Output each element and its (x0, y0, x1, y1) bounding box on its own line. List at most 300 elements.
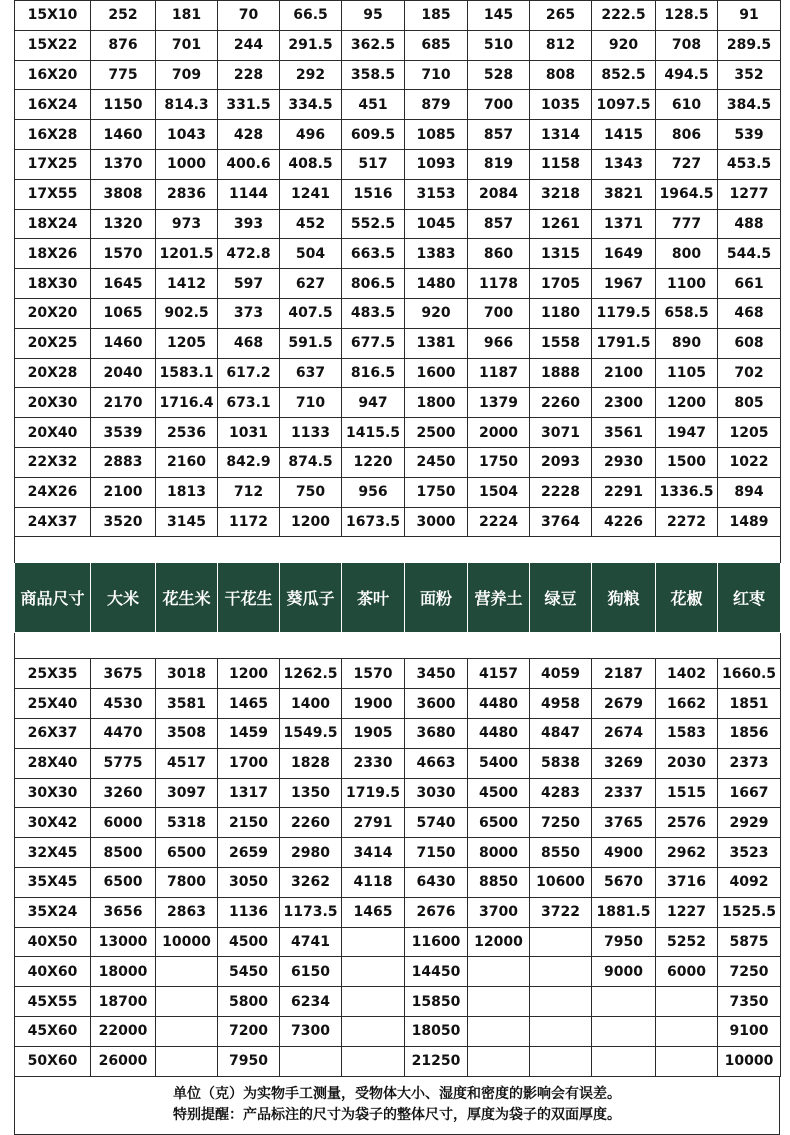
weight-cell: 5838 (530, 748, 592, 778)
weight-cell: 3260 (91, 778, 156, 808)
weight-cell (342, 927, 405, 957)
weight-cell: 222.5 (592, 1, 656, 31)
weight-cell: 702 (718, 358, 781, 388)
table-row (15, 897, 781, 927)
weight-cell: 2576 (656, 808, 718, 838)
weight-cell: 685 (405, 30, 468, 60)
weight-cell: 4900 (592, 838, 656, 868)
weight-cell: 1000 (156, 149, 218, 179)
weight-cell: 857 (468, 120, 530, 150)
bag-weight-chart (14, 0, 780, 1135)
table-row (15, 507, 781, 537)
table-row (15, 269, 781, 299)
weight-cell: 18700 (91, 987, 156, 1017)
weight-cell: 1371 (592, 209, 656, 239)
weight-cell: 3716 (656, 867, 718, 897)
weight-cell: 7200 (218, 1016, 280, 1046)
weight-cell: 597 (218, 269, 280, 299)
weight-cell: 2170 (91, 388, 156, 418)
weight-cell: 504 (280, 239, 342, 269)
weight-cell: 750 (280, 477, 342, 507)
weight-cell: 2863 (156, 897, 218, 927)
weight-cell: 920 (592, 30, 656, 60)
weight-cell (280, 1046, 342, 1076)
weight-cell: 7350 (718, 987, 781, 1017)
weight-cell: 1343 (592, 149, 656, 179)
weight-cell: 6500 (156, 838, 218, 868)
weight-cell: 1201.5 (156, 239, 218, 269)
header-product: 大米 (91, 563, 156, 633)
weight-cell: 1460 (91, 120, 156, 150)
size-cell: 35X45 (15, 867, 91, 897)
weight-cell: 3050 (218, 867, 280, 897)
weight-cell: 701 (156, 30, 218, 60)
weight-cell: 1022 (718, 447, 781, 477)
weight-cell: 1277 (718, 179, 781, 209)
weight-cell: 1645 (91, 269, 156, 299)
weight-cell: 1136 (218, 897, 280, 927)
weight-cell: 806 (656, 120, 718, 150)
table-row (15, 778, 781, 808)
weight-cell: 1379 (468, 388, 530, 418)
weight-cell: 4500 (218, 927, 280, 957)
weight-cell: 1093 (405, 149, 468, 179)
weight-cell: 1791.5 (592, 328, 656, 358)
weight-cell: 1549.5 (280, 718, 342, 748)
weight-cell (468, 1046, 530, 1076)
weight-cell: 428 (218, 120, 280, 150)
weight-cell: 1178 (468, 269, 530, 299)
header-section (15, 537, 781, 659)
footer-line-unit: 单位（克）为实物手工测量，受物体大小、湿度和密度的影响会有误差。 (173, 1085, 621, 1102)
weight-cell: 1241 (280, 179, 342, 209)
weight-cell: 8000 (468, 838, 530, 868)
weight-cell: 21250 (405, 1046, 468, 1076)
weight-cell: 2330 (342, 748, 405, 778)
weight-cell: 1144 (218, 179, 280, 209)
weight-cell: 1381 (405, 328, 468, 358)
weight-cell: 18000 (91, 957, 156, 987)
weight-cell: 3071 (530, 418, 592, 448)
header-product: 红枣 (718, 563, 781, 633)
weight-cell: 488 (718, 209, 781, 239)
weight-cell: 2962 (656, 838, 718, 868)
weight-cell (530, 957, 592, 987)
size-cell: 20X25 (15, 328, 91, 358)
weight-cell: 1570 (342, 659, 405, 689)
weight-cell (468, 1016, 530, 1046)
weight-cell: 1851 (718, 689, 781, 719)
weight-cell: 874.5 (280, 447, 342, 477)
size-cell: 15X22 (15, 30, 91, 60)
weight-cell: 3000 (405, 507, 468, 537)
weight-cell (156, 987, 218, 1017)
table-row (15, 298, 781, 328)
weight-cell: 1460 (91, 328, 156, 358)
weight-cell: 1489 (718, 507, 781, 537)
weight-cell: 1649 (592, 239, 656, 269)
weight-cell: 677.5 (342, 328, 405, 358)
weight-cell: 2291 (592, 477, 656, 507)
weight-cell: 710 (280, 388, 342, 418)
weight-cell: 2084 (468, 179, 530, 209)
weight-cell: 1705 (530, 269, 592, 299)
weight-cell: 3700 (468, 897, 530, 927)
table-row (15, 838, 781, 868)
table-row (15, 418, 781, 448)
weight-cell: 451 (342, 90, 405, 120)
weight-cell: 3821 (592, 179, 656, 209)
weight-cell: 700 (468, 298, 530, 328)
footer-line-reminder: 特别提醒：产品标注的尺寸为袋子的整体尺寸，厚度为袋子的双面厚度。 (173, 1106, 621, 1123)
weight-cell: 7950 (592, 927, 656, 957)
size-cell: 18X26 (15, 239, 91, 269)
weight-cell: 91 (718, 1, 781, 31)
weight-cell: 1402 (656, 659, 718, 689)
weight-cell: 842.9 (218, 447, 280, 477)
weight-cell: 2679 (592, 689, 656, 719)
weight-cell: 1412 (156, 269, 218, 299)
size-cell: 16X28 (15, 120, 91, 150)
header-product: 葵瓜子 (280, 563, 342, 633)
weight-cell: 894 (718, 477, 781, 507)
weight-cell: 228 (218, 60, 280, 90)
weight-cell: 608 (718, 328, 781, 358)
weight-cell: 1205 (156, 328, 218, 358)
weight-cell: 2260 (280, 808, 342, 838)
weight-cell: 70 (218, 1, 280, 31)
weight-cell: 609.5 (342, 120, 405, 150)
weight-cell: 4741 (280, 927, 342, 957)
size-cell: 45X60 (15, 1016, 91, 1046)
weight-cell: 1350 (280, 778, 342, 808)
weight-cell: 494.5 (656, 60, 718, 90)
weight-cell: 1750 (405, 477, 468, 507)
weight-cell: 5450 (218, 957, 280, 987)
weight-cell (342, 1046, 405, 1076)
weight-cell: 890 (656, 328, 718, 358)
weight-cell: 331.5 (218, 90, 280, 120)
weight-cell: 2659 (218, 838, 280, 868)
weight-cell: 3520 (91, 507, 156, 537)
weight-cell: 10000 (156, 927, 218, 957)
weight-cell: 2883 (91, 447, 156, 477)
weight-cell: 528 (468, 60, 530, 90)
weight-cell: 244 (218, 30, 280, 60)
weight-cell: 637 (280, 358, 342, 388)
weight-cell: 1035 (530, 90, 592, 120)
weight-cell: 1750 (468, 447, 530, 477)
weight-cell: 6430 (405, 867, 468, 897)
weight-cell: 334.5 (280, 90, 342, 120)
weight-cell: 10000 (718, 1046, 781, 1076)
weight-cell: 1065 (91, 298, 156, 328)
table-row (15, 239, 781, 269)
weight-cell: 800 (656, 239, 718, 269)
size-cell: 24X26 (15, 477, 91, 507)
table-row (15, 718, 781, 748)
weight-cell: 876 (91, 30, 156, 60)
weight-cell: 1465 (218, 689, 280, 719)
weight-cell: 1716.4 (156, 388, 218, 418)
weight-cell: 6000 (656, 957, 718, 987)
weight-cell: 5875 (718, 927, 781, 957)
weight-cell: 6000 (91, 808, 156, 838)
weight-cell: 1320 (91, 209, 156, 239)
weight-cell: 483.5 (342, 298, 405, 328)
table-row (15, 957, 781, 987)
weight-cell: 128.5 (656, 1, 718, 31)
size-cell: 40X60 (15, 957, 91, 987)
size-cell: 16X20 (15, 60, 91, 90)
header-product: 面粉 (405, 563, 468, 633)
size-cell: 25X40 (15, 689, 91, 719)
weight-cell: 1179.5 (592, 298, 656, 328)
weight-cell: 265 (530, 1, 592, 31)
weight-cell: 1180 (530, 298, 592, 328)
weight-cell: 2224 (468, 507, 530, 537)
weight-cell: 3218 (530, 179, 592, 209)
weight-cell: 539 (718, 120, 781, 150)
size-cell: 30X42 (15, 808, 91, 838)
weight-cell: 3808 (91, 179, 156, 209)
weight-cell: 1881.5 (592, 897, 656, 927)
table-row (15, 149, 781, 179)
weight-cell: 544.5 (718, 239, 781, 269)
weight-cell: 1205 (718, 418, 781, 448)
weight-cell: 2980 (280, 838, 342, 868)
size-cell: 30X30 (15, 778, 91, 808)
weight-cell (592, 1016, 656, 1046)
weight-cell: 1415 (592, 120, 656, 150)
size-cell: 50X60 (15, 1046, 91, 1076)
weight-cell: 3523 (718, 838, 781, 868)
weight-cell: 373 (218, 298, 280, 328)
weight-cell: 6234 (280, 987, 342, 1017)
weight-cell: 1200 (656, 388, 718, 418)
weight-cell: 852.5 (592, 60, 656, 90)
weight-cell: 1100 (656, 269, 718, 299)
weight-cell: 2100 (592, 358, 656, 388)
weight-cell: 7250 (718, 957, 781, 987)
weight-cell: 775 (91, 60, 156, 90)
table-row (15, 808, 781, 838)
weight-cell: 292 (280, 60, 342, 90)
weight-cell: 185 (405, 1, 468, 31)
weight-cell: 777 (656, 209, 718, 239)
weight-cell: 2150 (218, 808, 280, 838)
weight-cell: 2093 (530, 447, 592, 477)
table-row (15, 388, 781, 418)
table-row (15, 60, 781, 90)
weight-cell: 708 (656, 30, 718, 60)
weight-cell: 1719.5 (342, 778, 405, 808)
table-row (15, 867, 781, 897)
weight-cell: 1800 (405, 388, 468, 418)
weight-cell: 1660.5 (718, 659, 781, 689)
weight-cell: 661 (718, 269, 781, 299)
size-cell: 17X55 (15, 179, 91, 209)
weight-cell: 2272 (656, 507, 718, 537)
weight-cell: 14450 (405, 957, 468, 987)
table-body-bottom (15, 659, 781, 1076)
size-cell: 25X35 (15, 659, 91, 689)
table-body-top (15, 1, 781, 537)
header-product: 营养土 (468, 563, 530, 633)
weight-cell: 1558 (530, 328, 592, 358)
weight-cell: 5252 (656, 927, 718, 957)
weight-cell: 4530 (91, 689, 156, 719)
table-row (15, 1016, 781, 1046)
size-cell: 20X28 (15, 358, 91, 388)
header-product: 绿豆 (530, 563, 592, 633)
weight-cell (342, 987, 405, 1017)
weight-cell: 352 (718, 60, 781, 90)
weight-cell: 1315 (530, 239, 592, 269)
size-cell: 18X30 (15, 269, 91, 299)
weight-cell: 3581 (156, 689, 218, 719)
weight-cell: 2836 (156, 179, 218, 209)
weight-cell: 13000 (91, 927, 156, 957)
size-cell: 45X55 (15, 987, 91, 1017)
weight-cell: 1673.5 (342, 507, 405, 537)
table-row (15, 477, 781, 507)
weight-cell: 10600 (530, 867, 592, 897)
weight-cell: 956 (342, 477, 405, 507)
weight-cell: 1583.1 (156, 358, 218, 388)
weight-cell: 3030 (405, 778, 468, 808)
weight-cell: 6500 (91, 867, 156, 897)
weight-cell: 1525.5 (718, 897, 781, 927)
weight-cell: 1043 (156, 120, 218, 150)
size-cell: 35X24 (15, 897, 91, 927)
weight-cell (530, 1016, 592, 1046)
weight-cell: 408.5 (280, 149, 342, 179)
table-row (15, 1046, 781, 1076)
weight-cell: 1504 (468, 477, 530, 507)
weight-cell: 6500 (468, 808, 530, 838)
weight-cell: 1515 (656, 778, 718, 808)
weight-cell: 2030 (656, 748, 718, 778)
weight-cell: 3508 (156, 718, 218, 748)
weight-cell: 808 (530, 60, 592, 90)
weight-cell: 1133 (280, 418, 342, 448)
table-row (15, 30, 781, 60)
weight-cell: 4958 (530, 689, 592, 719)
weight-cell: 920 (405, 298, 468, 328)
weight-cell: 7950 (218, 1046, 280, 1076)
weight-cell: 816.5 (342, 358, 405, 388)
size-cell: 20X40 (15, 418, 91, 448)
weight-cell: 879 (405, 90, 468, 120)
weight-cell: 658.5 (656, 298, 718, 328)
weight-cell: 1600 (405, 358, 468, 388)
weight-cell: 95 (342, 1, 405, 31)
weight-cell: 1105 (656, 358, 718, 388)
weight-cell (592, 1046, 656, 1076)
weight-cell: 1856 (718, 718, 781, 748)
weight-cell: 4480 (468, 718, 530, 748)
weight-cell: 1888 (530, 358, 592, 388)
weight-cell: 1336.5 (656, 477, 718, 507)
table-row (15, 179, 781, 209)
weight-cell: 1383 (405, 239, 468, 269)
weight-cell: 453.5 (718, 149, 781, 179)
weight-cell: 1964.5 (656, 179, 718, 209)
weight-cell: 1947 (656, 418, 718, 448)
weight-cell (156, 1046, 218, 1076)
weight-cell: 1459 (218, 718, 280, 748)
weight-cell: 291.5 (280, 30, 342, 60)
size-cell: 24X37 (15, 507, 91, 537)
weight-cell: 966 (468, 328, 530, 358)
weight-cell: 1662 (656, 689, 718, 719)
weight-cell: 3097 (156, 778, 218, 808)
weight-cell: 973 (156, 209, 218, 239)
weight-cell: 819 (468, 149, 530, 179)
weight-cell: 552.5 (342, 209, 405, 239)
weight-cell: 7300 (280, 1016, 342, 1046)
weight-cell: 709 (156, 60, 218, 90)
weight-cell: 8550 (530, 838, 592, 868)
weight-cell: 617.2 (218, 358, 280, 388)
weight-cell: 4480 (468, 689, 530, 719)
size-cell: 40X50 (15, 927, 91, 957)
weight-cell: 7250 (530, 808, 592, 838)
weight-cell: 5670 (592, 867, 656, 897)
weight-cell: 814.3 (156, 90, 218, 120)
weight-cell: 1400 (280, 689, 342, 719)
weight-cell: 1370 (91, 149, 156, 179)
weight-cell: 2500 (405, 418, 468, 448)
weight-cell: 1158 (530, 149, 592, 179)
weight-cell: 3765 (592, 808, 656, 838)
weight-cell: 66.5 (280, 1, 342, 31)
weight-cell: 1031 (218, 418, 280, 448)
weight-cell: 1200 (280, 507, 342, 537)
weight-cell: 1045 (405, 209, 468, 239)
weight-cell: 1317 (218, 778, 280, 808)
weight-cell: 1905 (342, 718, 405, 748)
weight-cell: 3145 (156, 507, 218, 537)
weight-cell: 4092 (718, 867, 781, 897)
weight-cell: 3269 (592, 748, 656, 778)
weight-cell: 3675 (91, 659, 156, 689)
weight-cell (468, 987, 530, 1017)
weight-cell: 1967 (592, 269, 656, 299)
size-cell: 22X32 (15, 447, 91, 477)
weight-cell: 4470 (91, 718, 156, 748)
weight-cell: 22000 (91, 1016, 156, 1046)
weight-cell: 15850 (405, 987, 468, 1017)
weight-cell: 1200 (218, 659, 280, 689)
weight-cell: 3656 (91, 897, 156, 927)
weight-cell: 7800 (156, 867, 218, 897)
weight-cell: 2160 (156, 447, 218, 477)
weight-cell: 4500 (468, 778, 530, 808)
weight-cell: 710 (405, 60, 468, 90)
table-row (15, 90, 781, 120)
weight-cell: 4118 (342, 867, 405, 897)
weight-cell: 4059 (530, 659, 592, 689)
header-product: 花椒 (656, 563, 718, 633)
size-cell: 20X20 (15, 298, 91, 328)
weight-cell: 289.5 (718, 30, 781, 60)
weight-cell: 452 (280, 209, 342, 239)
weight-cell: 1828 (280, 748, 342, 778)
weight-cell (468, 957, 530, 987)
weight-cell: 472.8 (218, 239, 280, 269)
